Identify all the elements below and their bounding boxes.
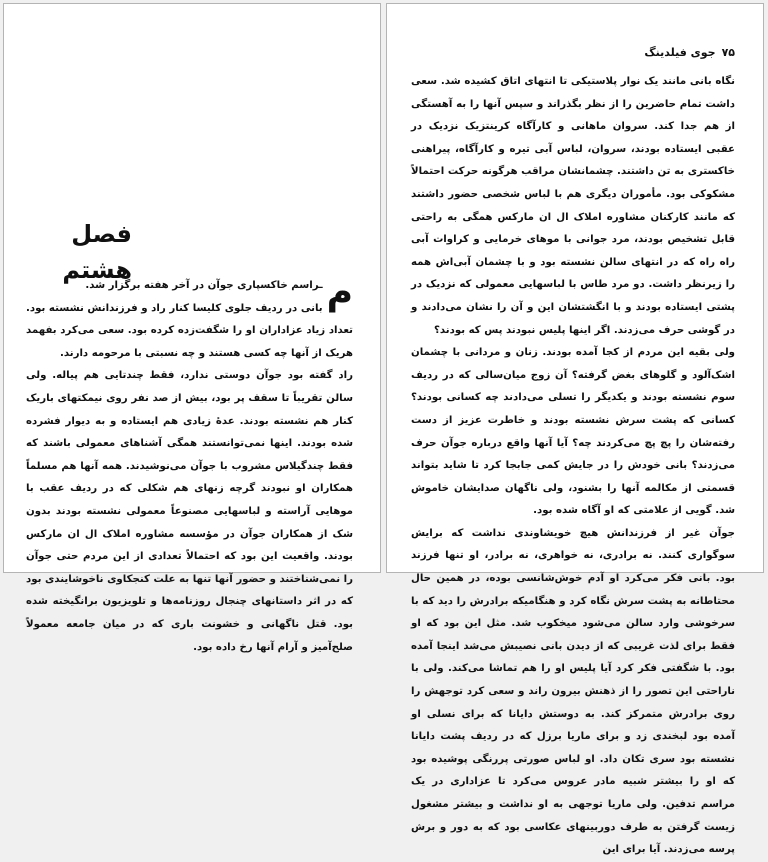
paragraph: نگاه بانی مانند یک نوار پلاستیکی تا انتهای اتاق کشیده شد. سعی داشت تمام حاضرین را از نظر بگذراند و سپس آنها را به آهستگی از هم جدا کند. سروان ماهانی و کارآگاه کرینتزیک نزدیک در عقبی ایستاده بودند، سروان، لباس آبی تیره و کارآگاه، پیراهنی خاکستری به تن داشتند. چشمانشان مراقب هرگونه حرکت احتمالاً مشکوکی بود. مأموران دیگری هم با لباس شخصی حضور داشتند که مانند کارکنان مشاوره املاک ال ان مارکس همگی به راحتی قابل تشخیص بودند، مرد جوانی با موهای خرمایی و کراوات آبی راه راه که در انتهای سالن نشسته بود و با چشمان آبی‌اش همه را زیرنظر داشت. دو مرد طاس با لباسهایی معمولی که نزدیک در پشتی ایستاده بودند و با انگشتشان این و آن را نشان می‌دادند و در گوشی حرف می‌زدند. اگر اینها پلیس نبودند پس که بودند؟ [411, 76, 735, 336]
left-page [3, 3, 381, 653]
paragraph: راد گفته بود جوآن دوستی ندارد، فقط چندتایی هم پیاله. ولی سالن تقریباً تا سقف پر بود، بیش از صد نفر روی نیمکتهای باریک کنار هم نشسته بودند. عدهٔ زیادی هم ایستاده و به دیوار فشرده شده بودند. اینها نمی‌توانستند همگی آشناهای معمولی باشند که فقط چندگیلاس مشروب با جوآن می‌نوشیدند. همه آنها هم مسلماً همکاران او نبودند گرچه زنهای هم شکلی که در ردیف عقب با موهایی آراسته و لباسهایی مصنوعاً معمولی نشسته بودند بدون شک از همکاران جوآن در مؤسسه مشاوره املاک ال ان مارکس بودند. واقعیت این بود که احتمالاً تعدادی از این مردم حتی جوآن را نمی‌شناختند و حضور آنها تنها به علت کنجکاوی ناخوشایندی بود که در اثر داستانهای چنجال روزنامه‌ها و تلویزیون برانگیخته شده بود. قتل ناگهانی و خشونت باری که در میان جامعه معمولاً صلح‌آمیز و آرام آنها رخ داده بود. [26, 370, 353, 653]
opening-paragraph [26, 272, 353, 313]
left-page-body [26, 272, 353, 659]
right-page-body [411, 71, 735, 862]
paragraph: بانی در ردیف جلوی کلیسا کنار راد و فرزندانش نشسته بود. تعداد زیاد عزاداران او را شگفت‌زده کرده بود. سعی می‌کرد بفهمد هریک از آنها چه کسی هستند و چه نسبتی با مرحومه دارند. [26, 302, 353, 359]
running-title: جوی فیلدینگ [644, 46, 716, 59]
running-header [415, 46, 735, 59]
chapter-word: فصل [71, 220, 132, 248]
chapter-number: هشتم [62, 256, 132, 284]
paragraph: جوآن غیر از فرزندانش هیچ خویشاوندی نداشت که برایش سوگواری کنند. نه برادری، نه خواهری، نه برادر، او تنها فرزند بود. بانی فکر می‌کرد او آدم خوش‌شانسی بوده، در همین حال محتاطانه به پشت سرش نگاه کرد و هنگامیکه برادرش را دید که با سرخوشی وارد سالن می‌شود میخکوب شد. مثل این بود که او فقط برای لذت غریبی که از دیدن بانی نصیبش می‌شد اینجا آمده بود. با شگفتی فکر کرد آیا پلیس او را هم تماشا می‌کند. ولی با ناراحتی این تصور را از ذهنش بیرون راند و سعی کرد توجهش را روی برادرش متمرکز کند. به دوستش دایانا که برای نسلی او آمده بود لبخندی زد و برای ماریا برزل که در ردیف پشت دایانا نشسته بود سری تکان داد. او لباس صورتی پررنگی پوشیده بود که او را بیشتر شبیه مادر عروس می‌کرد تا عزاداری در یک مراسم تدفین. ولی ماریا توجهی به او نداشت و بیشتر مشغول زیست گرفتن به طرف دوربینهای عکاسی بود که به دور و برش پرسه می‌زدند. آیا برای این [411, 527, 735, 856]
right-page [386, 3, 764, 856]
paragraph: ولی بقیه این مردم از کجا آمده بودند. زنان و مردانی با چشمان اشک‌آلود و گلوهای بغض گرفته؟ آن زوج میان‌سالی که در ردیف سوم نشسته بودند و یکدیگر را تسلی می‌دادند چه کسانی بودند؟ کسانی که پشت سرش نشسته بودند و خاطرت عزیز از دست رفته‌شان را پچ پچ می‌کردند چه؟ آیا آنها واقع درباره جوآن حرف می‌زدند؟ بانی خودش را در جایش کمی جابجا کرد تا شاید بتواند قسمتی از مکالمه آنها را بشنود، ولی ناگهان صدایشان خاموش شد. گویی از علامتی که او آگاه شده بود. [411, 347, 735, 517]
opening-text: ـراسم خاکسپاری جوآن در آخر هفته برگزار شد. [85, 280, 323, 291]
page-number: ۷۵ [721, 46, 735, 59]
drop-cap: م [326, 272, 353, 313]
